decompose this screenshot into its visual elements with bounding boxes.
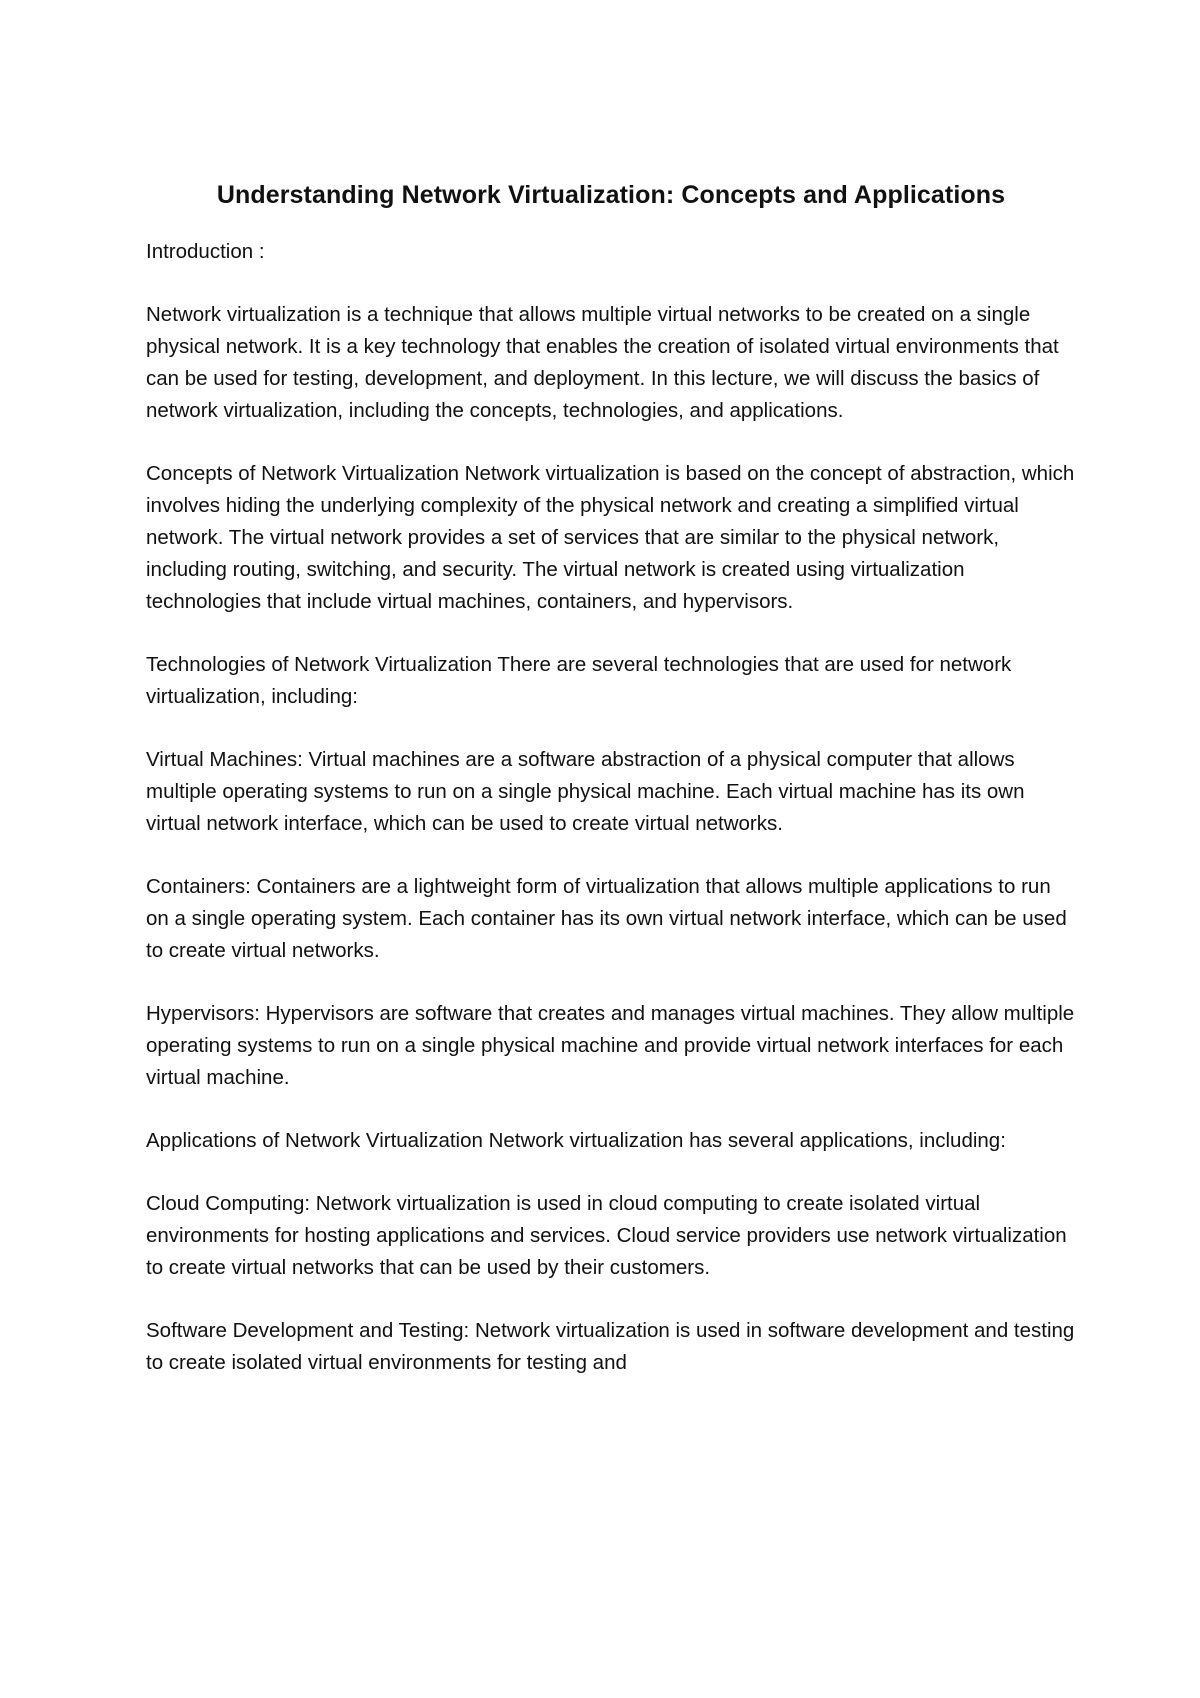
paragraph-software-development: Software Development and Testing: Network virtualization is used in software development and testing to create isolated virtual environments for testing and xyxy=(146,1319,1075,1374)
document-page xyxy=(146,178,1076,1410)
paragraph-cloud-computing: Cloud Computing: Network virtualization is used in cloud computing to create isolated virtual environments for hosting applications and services. Cloud service providers use network virtualization to create virtual networks that can be used by their customers. xyxy=(146,1192,1067,1279)
document-title: Understanding Network Virtualization: Concepts and Applications xyxy=(216,181,1006,209)
paragraph-technologies: Technologies of Network Virtualization There are several technologies that are used for network virtualization, including: xyxy=(146,653,1012,708)
paragraph-virtual-machines: Virtual Machines: Virtual machines are a software abstraction of a physical computer that allows multiple operating systems to run on a single physical machine. Each virtual machine has its own virtual network interface, which can be used to create virtual networks. xyxy=(146,748,1025,835)
paragraph-containers: Containers: Containers are a lightweight form of virtualization that allows multiple applications to run on a single operating system. Each container has its own virtual network interface, which can be used to create virtual networks. xyxy=(146,875,1067,962)
paragraph-introduction: Network virtualization is a technique that allows multiple virtual networks to be created on a single physical network. It is a key technology that enables the creation of isolated virtual environments that can be used for testing, development, and deployment. In this lecture, we will discuss the basics of network virtualization, including the concepts, technologies, and applications. xyxy=(146,303,1059,422)
paragraph-hypervisors: Hypervisors: Hypervisors are software that creates and manages virtual machines. They allow multiple operating systems to run on a single physical machine and provide virtual network interfaces for each virtual machine. xyxy=(146,1002,1075,1089)
paragraph-introduction-heading: Introduction : xyxy=(146,240,265,263)
paragraph-concepts: Concepts of Network Virtualization Network virtualization is based on the concept of abstraction, which involves hiding the underlying complexity of the physical network and creating a simplified virtual network. The virtual network provides a set of services that are similar to the physical network, including routing, switching, and security. The virtual network is created using virtualization technologies that include virtual machines, containers, and hypervisors. xyxy=(146,462,1075,613)
paragraph-applications: Applications of Network Virtualization Network virtualization has several applications, including: xyxy=(146,1129,1006,1152)
